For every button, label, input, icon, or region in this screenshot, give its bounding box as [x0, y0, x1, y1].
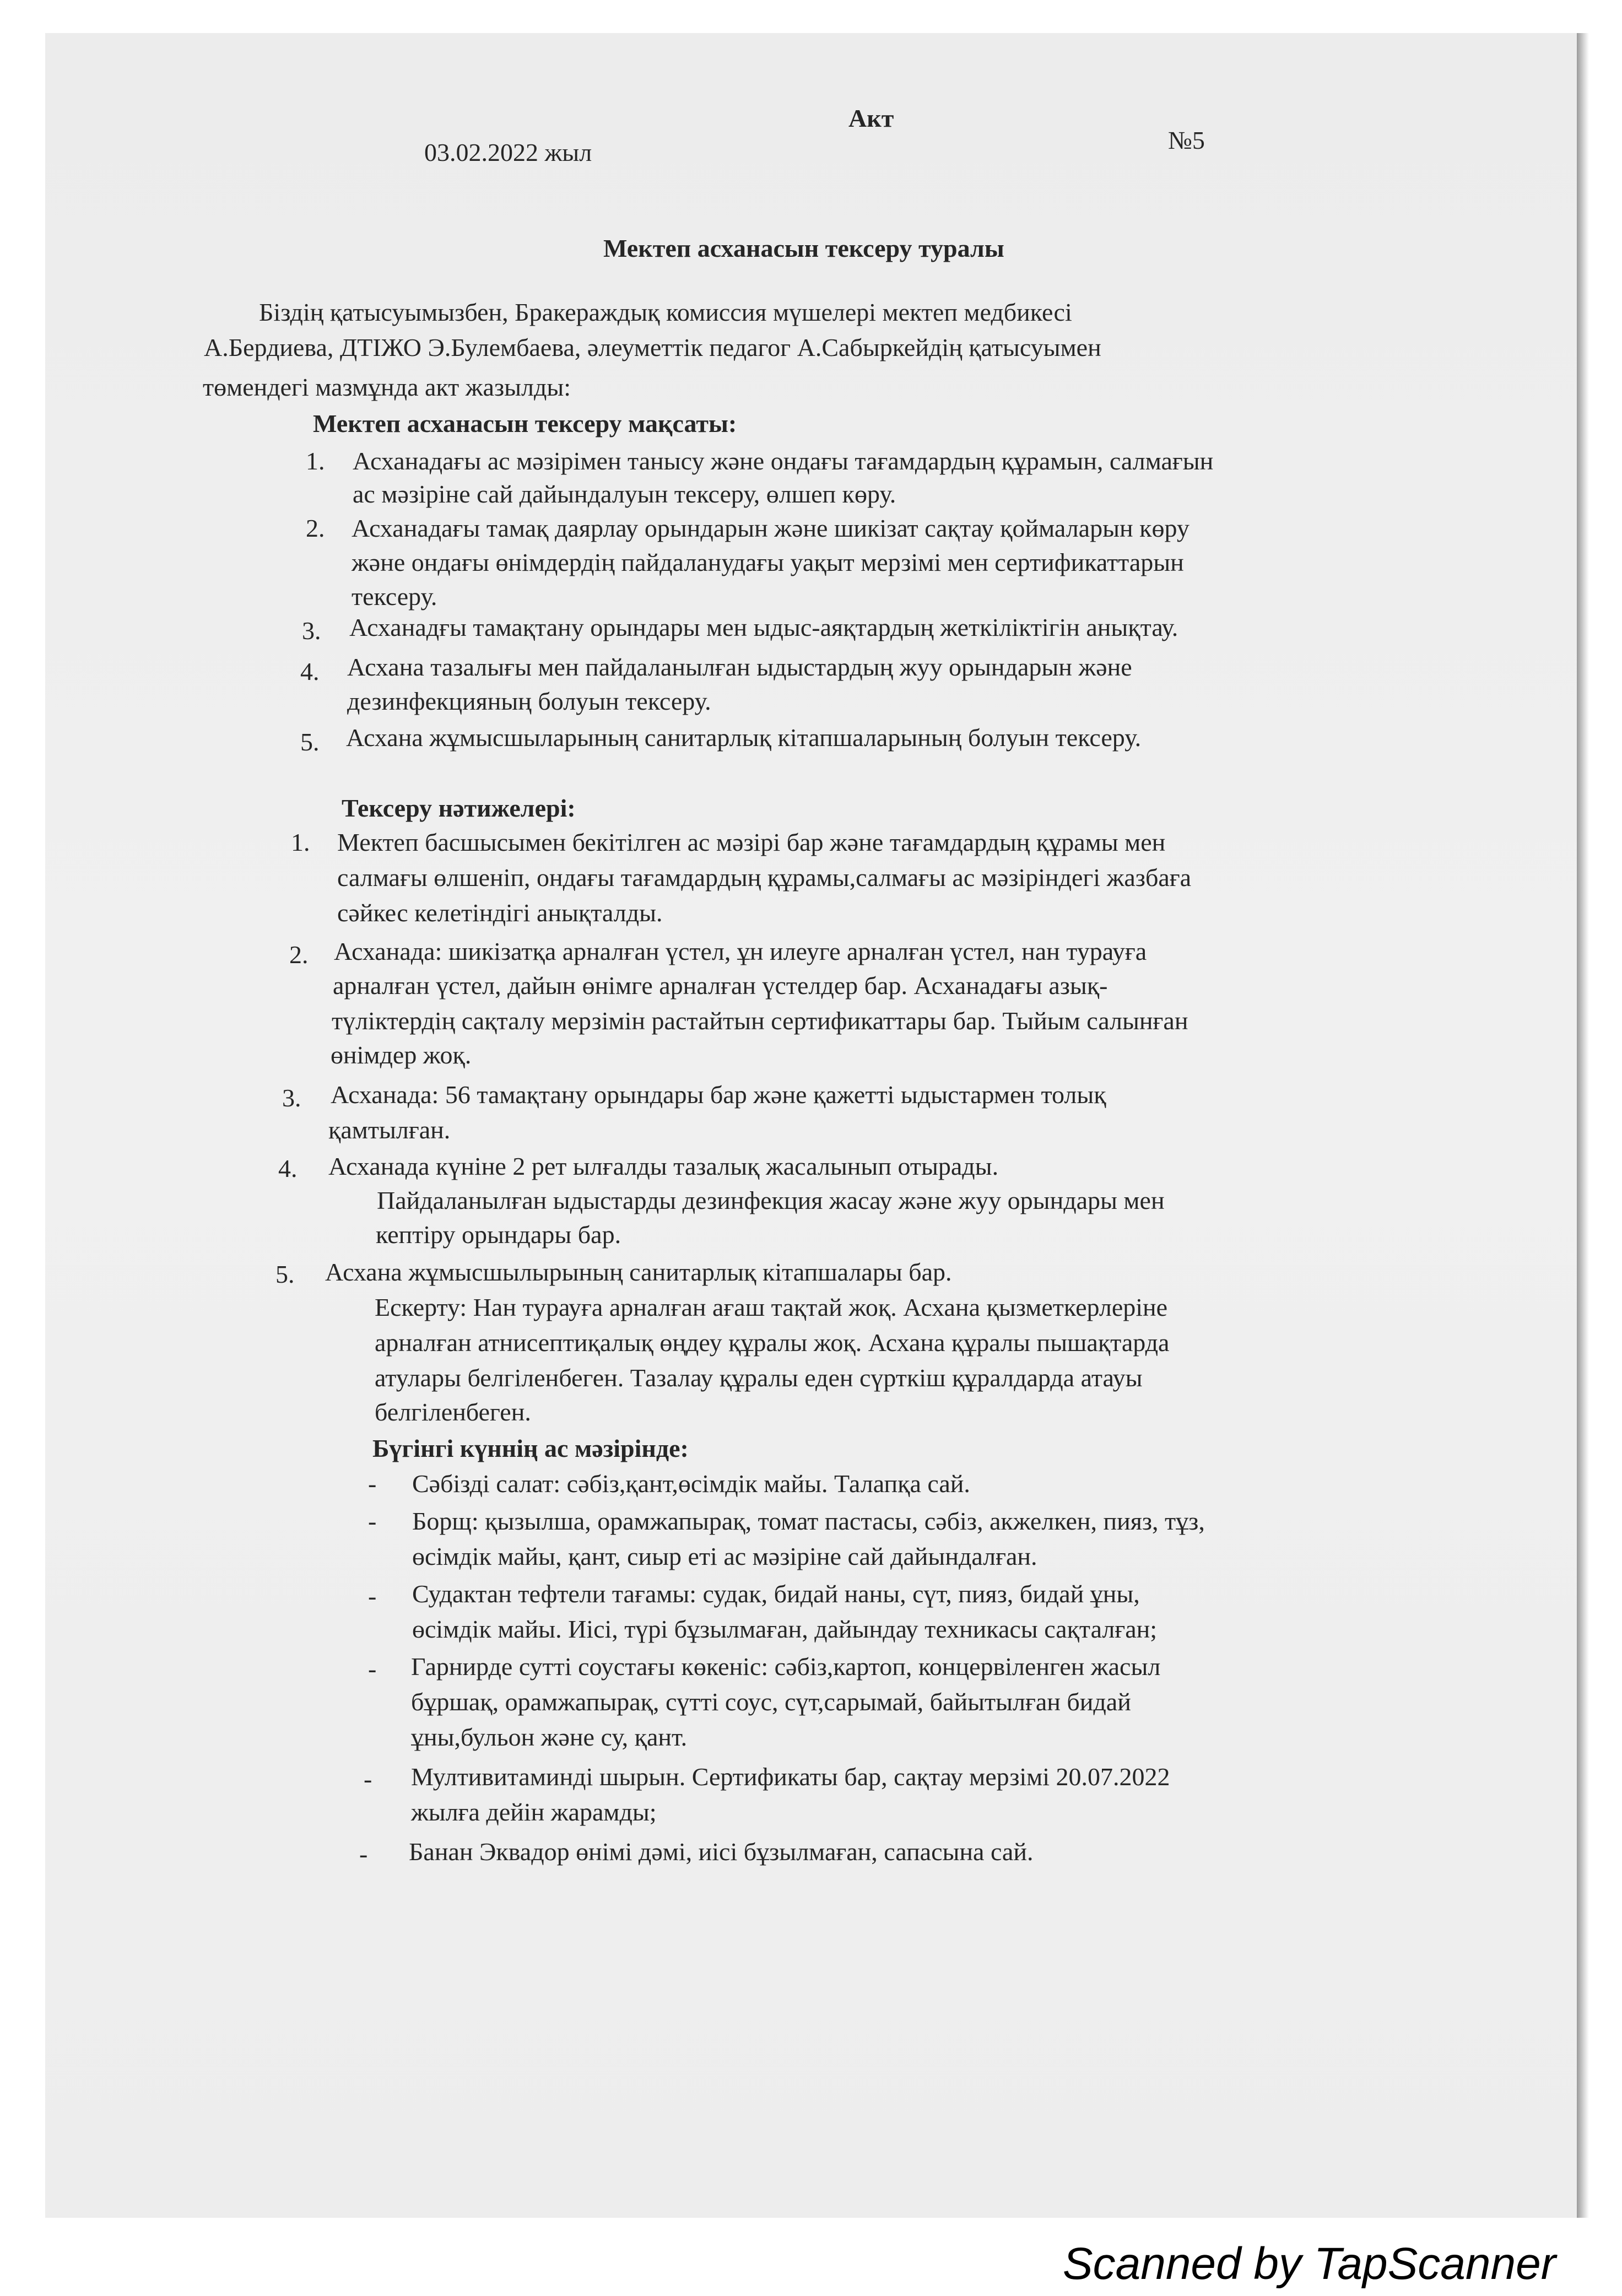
scanner-watermark: Scanned by TapScanner: [1062, 2239, 1556, 2289]
menu-bullet: -: [364, 1765, 372, 1793]
menu-title: Бүгінгі күннің ас мәзірінде:: [372, 1434, 689, 1462]
goal-number: 3.: [302, 617, 321, 645]
result-4-line-3: кептіру орындары бар.: [376, 1220, 621, 1249]
goal-4-line-1: Асхана тазалығы мен пайдаланылған ыдыстардың жуу орындарын және: [347, 653, 1132, 681]
menu-bullet: -: [359, 1840, 368, 1868]
menu-bullet: -: [368, 1507, 377, 1535]
menu-2-line-2: өсімдік майы, қант, сиыр еті ас мәзіріне сай дайындалған.: [412, 1542, 1037, 1570]
goal-2-line-3: тексеру.: [352, 582, 437, 611]
intro-line-2: А.Бердиева, ДТІЖО Э.Булембаева, әлеуметтік педагог А.Сабыркейдің қатысуымен: [204, 333, 1101, 361]
menu-1-line-1: Сәбізді салат: сәбіз,қант,өсімдік майы. Талапқа сай.: [412, 1470, 970, 1498]
goals-title: Мектеп асханасын тексеру мақсаты:: [313, 409, 737, 437]
result-2-line-3: түліктердің сақталу мерзімін растайтын сертификаттары бар. Тыйым салынған: [332, 1007, 1188, 1035]
result-5-line-1: Асхана жұмысшылырының санитарлық кітапшалары бар.: [325, 1258, 952, 1286]
menu-2-line-1: Борщ: қызылша, орамжапырақ, томат пастасы, сәбіз, акжелкен, пияз, тұз,: [412, 1507, 1205, 1535]
result-4-line-2: Пайдаланылған ыдыстарды дезинфекция жасау және жуу орындары мен: [377, 1186, 1165, 1214]
goal-number: 5.: [300, 728, 320, 756]
result-number: 4.: [278, 1154, 298, 1182]
goal-number: 2.: [306, 514, 325, 542]
goal-5-line-1: Асхана жұмысшыларының санитарлық кітапшаларының болуын тексеру.: [346, 723, 1142, 752]
result-1-line-1: Мектеп басшысымен бекітілген ас мәзірі бар және тағамдардың құрамы мен: [337, 828, 1166, 856]
goal-number: 4.: [300, 657, 320, 685]
document-number: №5: [1168, 126, 1205, 154]
results-title: Тексеру нәтижелері:: [342, 794, 576, 822]
goal-1-line-1: Асханадағы ас мәзірімен танысу және ондағы тағамдардың құрамын, салмағын: [353, 447, 1214, 475]
goal-number: 1.: [306, 447, 325, 475]
menu-5-line-1: Мултивитаминді шырын. Сертификаты бар, сақтау мерзімі 20.07.2022: [411, 1763, 1170, 1791]
menu-bullet: -: [368, 1582, 377, 1610]
document-title: Акт: [848, 104, 894, 132]
goal-4-line-2: дезинфекцияның болуын тексеру.: [347, 687, 711, 715]
goal-1-line-2: ас мәзіріне сай дайындалуын тексеру, өлшеп көру.: [353, 480, 896, 508]
goal-2-line-2: және ондағы өнімдердің пайдаланудағы уақыт мерзімі мен сертификаттарын: [352, 548, 1184, 576]
menu-6-line-1: Банан Эквадор өнімі дәмі, иісі бұзылмаған, сапасына сай.: [409, 1838, 1034, 1866]
intro-line-3: төмендегі мазмұнда акт жазылды:: [203, 373, 571, 401]
menu-bullet: -: [368, 1655, 377, 1683]
result-number: 5.: [275, 1260, 295, 1288]
page-edge-shadow: [1577, 33, 1589, 2218]
result-5-line-4: атулары белгіленбеген. Тазалау құралы еден сүрткіш құралдарда атауы: [375, 1364, 1143, 1392]
result-2-line-1: Асханада: шикізатқа арналған үстел, ұн илеуге арналған үстел, нан турауға: [334, 937, 1147, 965]
result-2-line-2: арналған үстел, дайын өнімге арналған үстелдер бар. Асханадағы азық-: [333, 971, 1108, 1000]
goal-3-line-1: Асханадғы тамақтану орындары мен ыдыс-аяқтардың жеткіліктігін анықтау.: [349, 613, 1178, 641]
menu-bullet: -: [368, 1470, 377, 1498]
result-5-line-2: Ескерту: Нан турауға арналған ағаш тақтай жоқ. Асхана қызметкерлеріне: [375, 1293, 1168, 1321]
menu-5-line-2: жылға дейін жарамды;: [411, 1798, 657, 1826]
result-3-line-1: Асханада: 56 тамақтану орындары бар және қажетті ыдыстармен толық: [331, 1081, 1106, 1109]
document-heading: Мектеп асханасын тексеру туралы: [603, 234, 1004, 262]
menu-3-line-1: Судактан тефтели тағамы: судак, бидай наны, сүт, пияз, бидай ұны,: [412, 1580, 1140, 1608]
result-5-line-5: белгіленбеген.: [375, 1398, 531, 1426]
result-number: 2.: [289, 941, 309, 969]
menu-3-line-2: өсімдік майы. Иісі, түрі бұзылмаған, дайындау техникасы сақталған;: [412, 1615, 1158, 1643]
result-5-line-3: арналған атнисептиқалық өңдеу құралы жоқ. Асхана құралы пышақтарда: [375, 1328, 1170, 1357]
result-2-line-4: өнімдер жоқ.: [331, 1041, 472, 1069]
result-number: 1.: [291, 828, 310, 856]
result-number: 3.: [282, 1084, 301, 1112]
menu-4-line-3: ұны,бульон және су, қант.: [411, 1723, 688, 1751]
menu-4-line-2: бұршақ, орамжапырақ, сүтті соус, сүт,сарымай, байытылған бидай: [411, 1688, 1131, 1716]
menu-4-line-1: Гарнирде сутті соустағы көкеніс: сәбіз,картоп, концервіленген жасыл: [411, 1652, 1161, 1681]
goal-2-line-1: Асханадағы тамақ даярлау орындарын және шикізат сақтау қоймаларын көру: [352, 514, 1190, 542]
result-1-line-2: салмағы өлшеніп, ондағы тағамдардың құрамы,салмағы ас мәзіріндегі жазбаға: [337, 863, 1192, 892]
result-4-line-1: Асханада күніне 2 рет ылғалды тазалық жасалынып отырады.: [328, 1152, 999, 1180]
document-date: 03.02.2022 жыл: [424, 138, 592, 166]
result-3-line-2: қамтылған.: [328, 1116, 451, 1144]
intro-line-1: Біздің қатысуымызбен, Бракераждық комиссия мүшелері мектеп медбикесі: [259, 298, 1072, 326]
result-1-line-3: сәйкес келетіндігі анықталды.: [337, 899, 663, 927]
